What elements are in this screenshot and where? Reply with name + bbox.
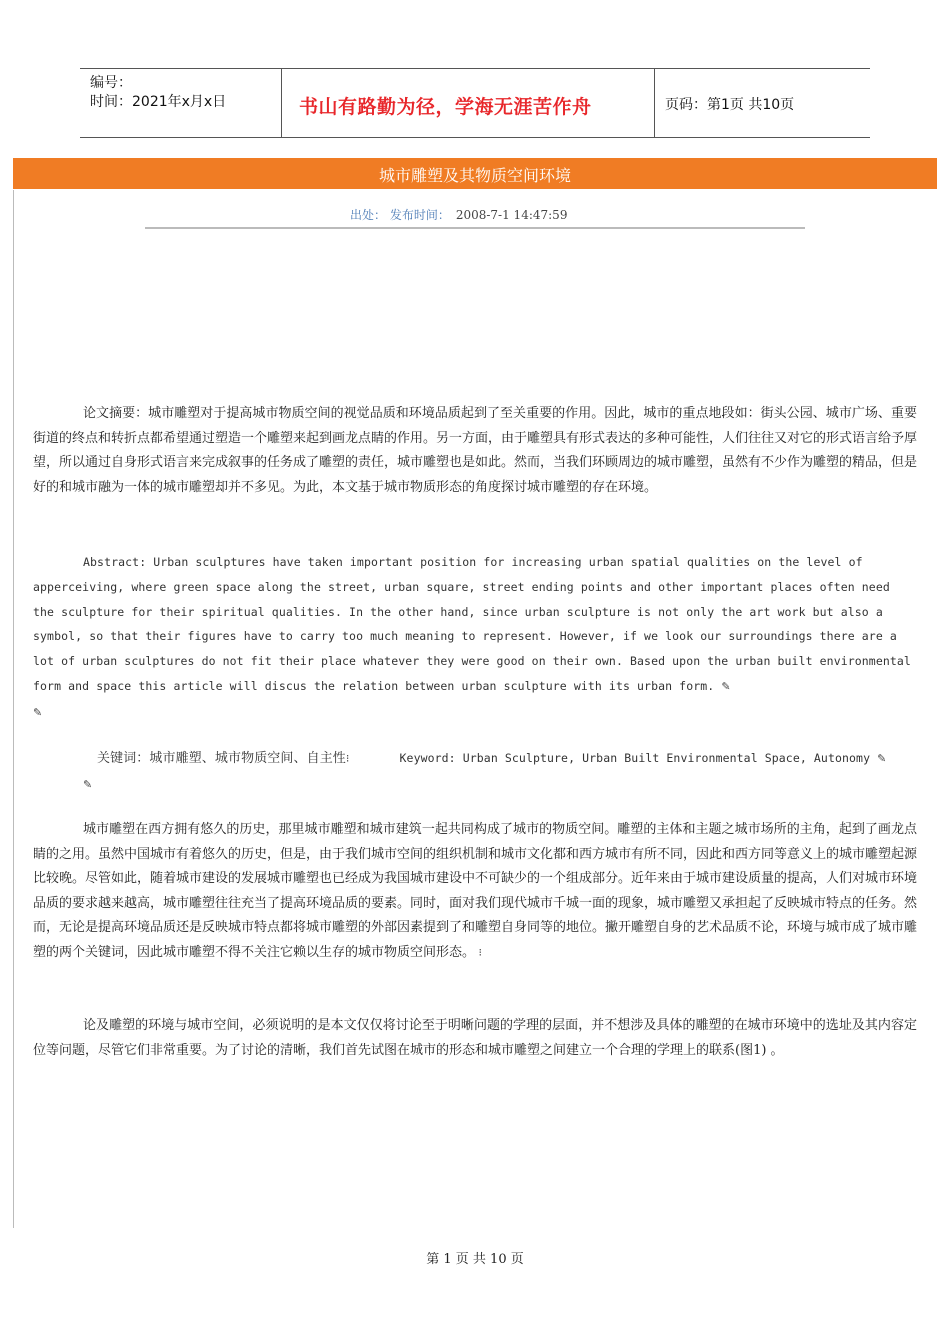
meta-date: 2008-7-1 14:47:59: [455, 208, 568, 222]
body-paragraph-2: [33, 1014, 917, 1063]
title-bar: [13, 158, 937, 189]
mark-icon: ✎: [33, 705, 43, 719]
meta-source: 出处： 发布时间：: [350, 208, 450, 222]
abstract-en-text: Abstract: Urban sculptures have taken important position for increasing urban spatial qualities on the level of apperceiving, where green space along the street, urban square, street ending points and other important places often need the sculpture for their spiritual qualities. In the other hand, since urban sculpture is not only the art work but also a symbol, so that their figures have to carry too much meaning to represent. However, if we look our surroundings there are a lot of urban sculptures do not fit their place whatever they were good on their own. Based upon the urban built environmental form and space this article will discus the relation between urban sculpture with its urban form.: [33, 555, 911, 693]
abstract-en: [33, 550, 917, 726]
page-footer: 第 1 页 共 10 页: [426, 1252, 524, 1267]
keywords: [33, 746, 917, 798]
mark-icon: ✎: [877, 752, 887, 765]
body-p2-text: 论及雕塑的环境与城市空间，必须说明的是本文仅仅将讨论至于明晰问题的学理的层面，并不想涉及具体的雕塑的在城市环境中的选址及其内容定位等问题，尽管它们非常重要。为了讨论的清晰，我们首先试图在城市的形态和城市雕塑之间建立一个合理的学理上的联系(图1) 。: [33, 1018, 917, 1058]
left-border: [13, 190, 14, 1228]
header-motto-cell: [281, 69, 655, 137]
abstract-cn-text: 论文摘要：城市雕塑对于提高城市物质空间的视觉品质和环境品质起到了至关重要的作用。因此，城市的重点地段如：街头公园、城市广场、重要街道的终点和转折点都希望通过塑造一个雕塑来起到画龙点睛的作用。另一方面，由于雕塑具有形式表达的多种可能性，人们往往又对它的形式语言给予厚望，所以通过自身形式语言来完成叙事的任务成了雕塑的责任，城市雕塑也是如此。然而，当我们环顾周边的城市雕塑，虽然有不少作为雕塑的精品，但是好的和城市融为一体的城市雕塑却并不多见。为此，本文基于城市物质形态的角度探讨城市雕塑的存在环境。: [33, 406, 918, 495]
mark-icon: ⁝: [345, 752, 350, 765]
mark-icon: ⁝: [475, 945, 483, 959]
meta-divider: [145, 227, 805, 229]
header-table: [80, 68, 870, 138]
keywords-en: Keyword: Urban Sculpture, Urban Built Environmental Space, Autonomy: [399, 751, 871, 765]
article-meta: [350, 206, 567, 223]
abstract-cn: [33, 402, 917, 500]
motto: 书山有路勤为径，学海无涯苦作舟: [299, 96, 592, 118]
article-title: 城市雕塑及其物质空间环境: [378, 166, 571, 185]
mark-icon: ✎: [721, 679, 731, 693]
time-label: 时间：2021年x月x日: [90, 94, 227, 110]
header-left-cell: [80, 69, 282, 137]
body-paragraph-1: [33, 818, 917, 965]
number-label: 编号：: [90, 75, 132, 91]
keywords-cn: 关键词：城市雕塑、城市物质空间、自主性: [97, 751, 346, 766]
header-page-cell: [655, 69, 870, 137]
body-p1-text: 城市雕塑在西方拥有悠久的历史，那里城市雕塑和城市建筑一起共同构成了城市的物质空间。雕塑的主体和主题之城市场所的主角，起到了画龙点睛的之用。虽然中国城市有着悠久的历史，但是，由于我们城市空间的组织机制和城市文化都和西方城市有所不同，因此和西方同等意义上的城市雕塑起源比较晚。尽管如此，随着城市建设的发展城市雕塑也已经成为我国城市建设中不可缺少的一个组成部分。近年来由于城市建设质量的提高，人们对城市环境品质的要求越来越高，城市雕塑往往充当了提高环境品质的要素。同时，面对我们现代城市千城一面的现象，城市雕塑又承担起了反映城市特点的任务。然而，无论是提高环境品质还是反映城市特点都将城市雕塑的外部因素提到了和雕塑自身同等的地位。撇开雕塑自身的艺术品质不论，环境与城市成了城市雕塑的两个关键词，因此城市雕塑不得不关注它赖以生存的城市物质空间形态。: [33, 822, 918, 960]
mark-icon: ✎: [83, 777, 93, 791]
page-info: 页码：第1页 共10页: [665, 97, 795, 113]
